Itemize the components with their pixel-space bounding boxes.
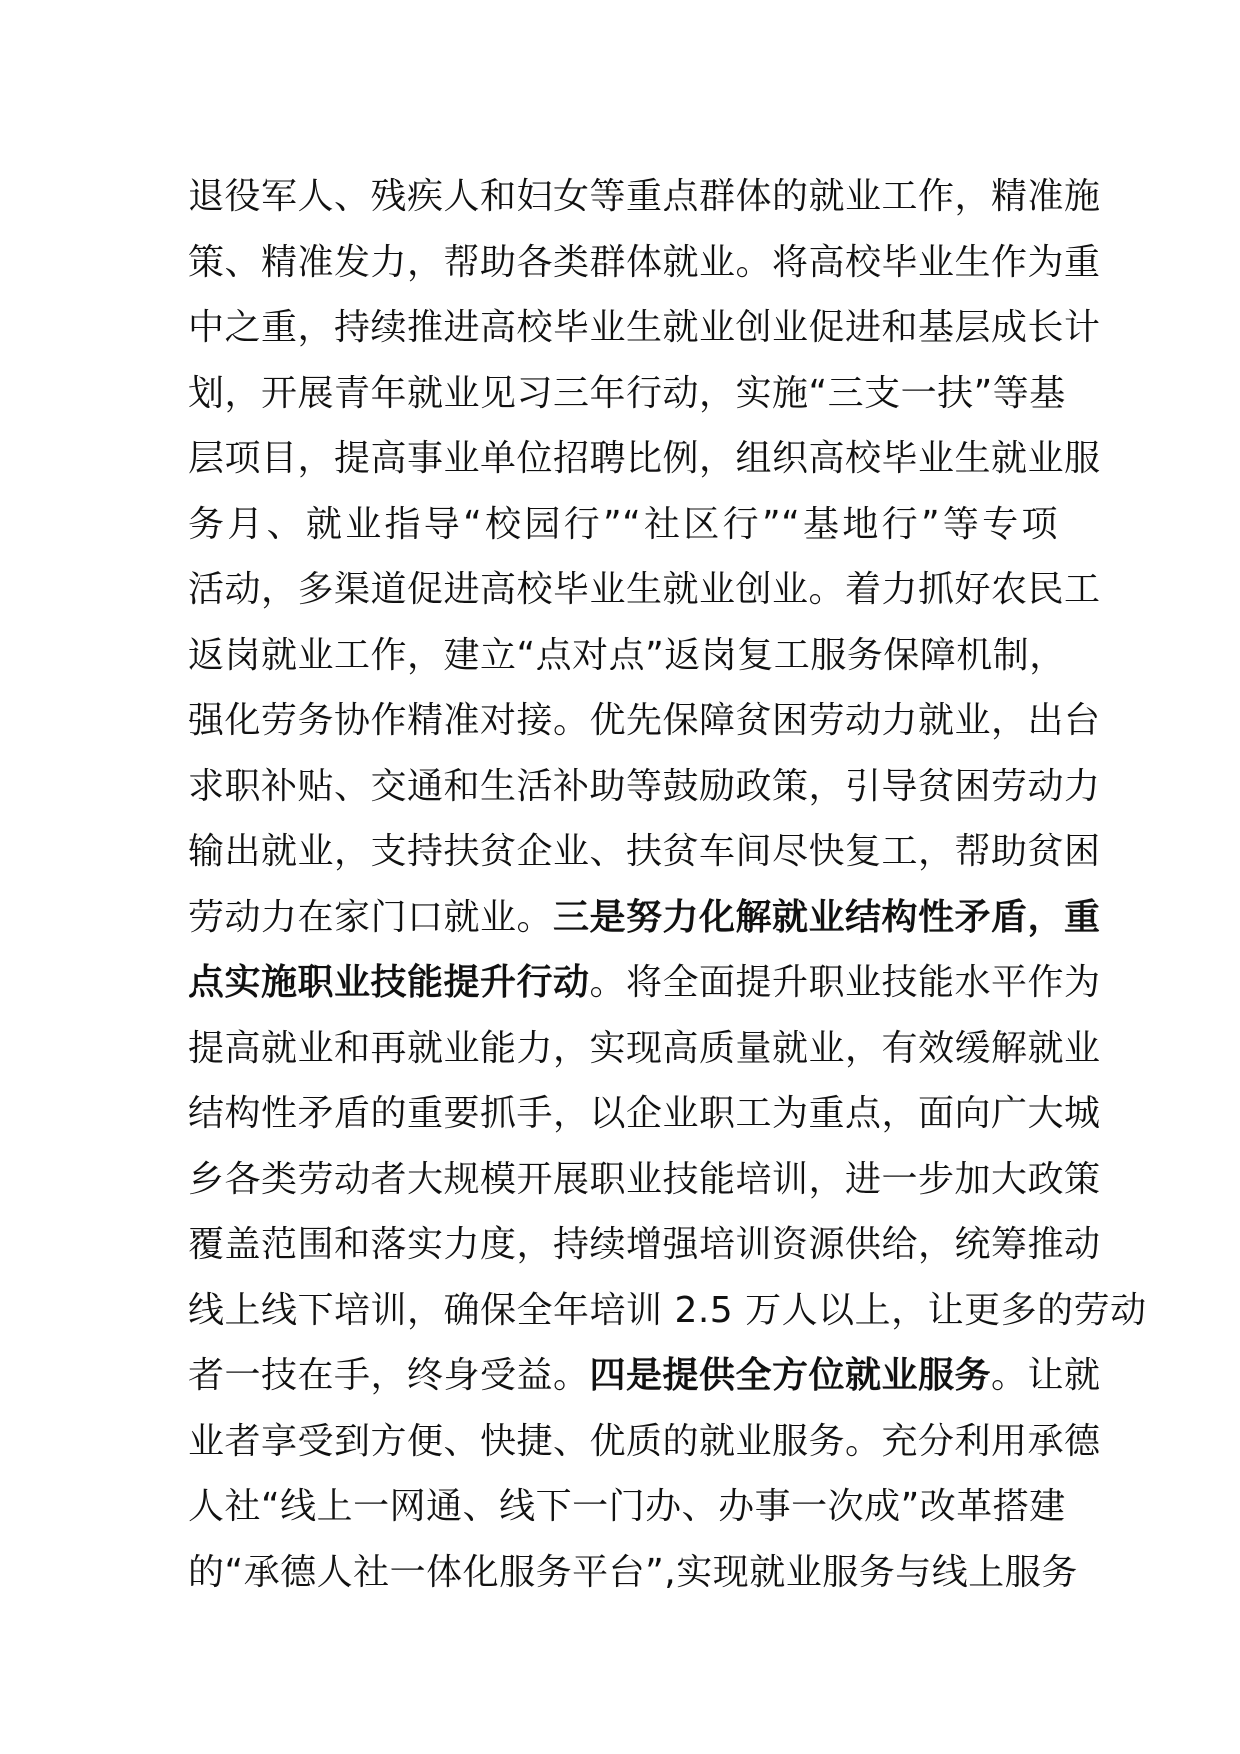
text-segment: 乡各类劳动者大规模开展职业技能培训，进一步加大政策 — [188, 1158, 1101, 1200]
text-line — [188, 819, 1101, 885]
text-segment: 劳动力在家门口就业。 — [188, 896, 554, 938]
bold-text-segment: 四是提供全方位就业服务 — [589, 1355, 992, 1396]
text-segment: 覆盖范围和落实力度，持续增强培训资源供给，统筹推动 — [188, 1224, 1101, 1265]
text-segment: 业者享受到方便、快捷、优质的就业服务。充分利用承德 — [188, 1420, 1101, 1462]
text-segment: 层项目，提高事业单位招聘比例，组织高校毕业生就业服 — [188, 438, 1101, 479]
text-line — [188, 623, 1066, 689]
text-line — [188, 361, 1066, 427]
text-segment: 强化劳务协作精准对接。优先保障贫困劳动力就业，出台 — [188, 700, 1101, 741]
text-segment: 求职补贴、交通和生活补助等鼓励政策，引导贫困劳动力 — [188, 765, 1101, 807]
text-line — [188, 950, 1101, 1016]
text-segment: 划，开展青年就业见习三年行动，实施“三支一扶”等基 — [188, 372, 1066, 414]
text-line — [188, 1343, 1101, 1409]
text-line — [188, 1540, 1078, 1606]
text-line — [188, 754, 1101, 820]
text-segment: 。将全面提升职业技能水平作为 — [589, 962, 1101, 1003]
text-line — [188, 1147, 1101, 1213]
text-segment: 提高就业和再就业能力，实现高质量就业，有效缓解就业 — [188, 1027, 1101, 1069]
text-line — [188, 557, 1101, 623]
text-segment: 人社“线上一网通、线下一门办、办事一次成”改革搭建 — [188, 1486, 1066, 1527]
text-line — [188, 1474, 1066, 1540]
text-line — [188, 295, 1101, 361]
text-segment: 退役军人、残疾人和妇女等重点群体的就业工作，精准施 — [188, 176, 1101, 217]
bold-text-segment: 三是努力化解就业结构性矛盾，重 — [553, 896, 1101, 938]
text-line — [188, 164, 1101, 230]
text-segment: 者一技在手，终身受益。 — [188, 1355, 590, 1396]
text-line — [188, 230, 1101, 296]
text-segment: 活动，多渠道促进高校毕业生就业创业。着力抓好农民工 — [188, 569, 1101, 610]
body-text — [188, 164, 1147, 1605]
text-segment: 策、精准发力，帮助各类群体就业。将高校毕业生作为重 — [188, 241, 1101, 283]
text-line — [188, 688, 1101, 754]
text-line — [188, 1278, 1147, 1344]
text-line — [188, 1081, 1101, 1147]
text-line — [188, 885, 1101, 951]
text-segment: 线上线下培训，确保全年培训 2.5 万人以上，让更多的劳动 — [188, 1289, 1147, 1331]
text-line — [188, 492, 1058, 558]
text-segment: 返岗就业工作，建立“点对点”返岗复工服务保障机制， — [188, 634, 1066, 676]
text-segment: 务月、就业指导“校园行”“社区行”“基地行”等专项 — [188, 503, 1058, 545]
text-segment: 中之重，持续推进高校毕业生就业创业促进和基层成长计 — [188, 307, 1101, 348]
text-segment: 的“承德人社一体化服务平台”,实现就业服务与线上服务 — [188, 1551, 1078, 1593]
text-line — [188, 426, 1101, 492]
bold-text-segment: 点实施职业技能提升行动 — [188, 962, 590, 1003]
text-line — [188, 1212, 1101, 1278]
text-line — [188, 1016, 1101, 1082]
text-line — [188, 1409, 1101, 1475]
text-segment: 。让就 — [991, 1355, 1101, 1396]
text-segment: 输出就业，支持扶贫企业、扶贫车间尽快复工，帮助贫困 — [188, 831, 1101, 872]
text-segment: 结构性矛盾的重要抓手，以企业职工为重点，面向广大城 — [188, 1093, 1101, 1134]
